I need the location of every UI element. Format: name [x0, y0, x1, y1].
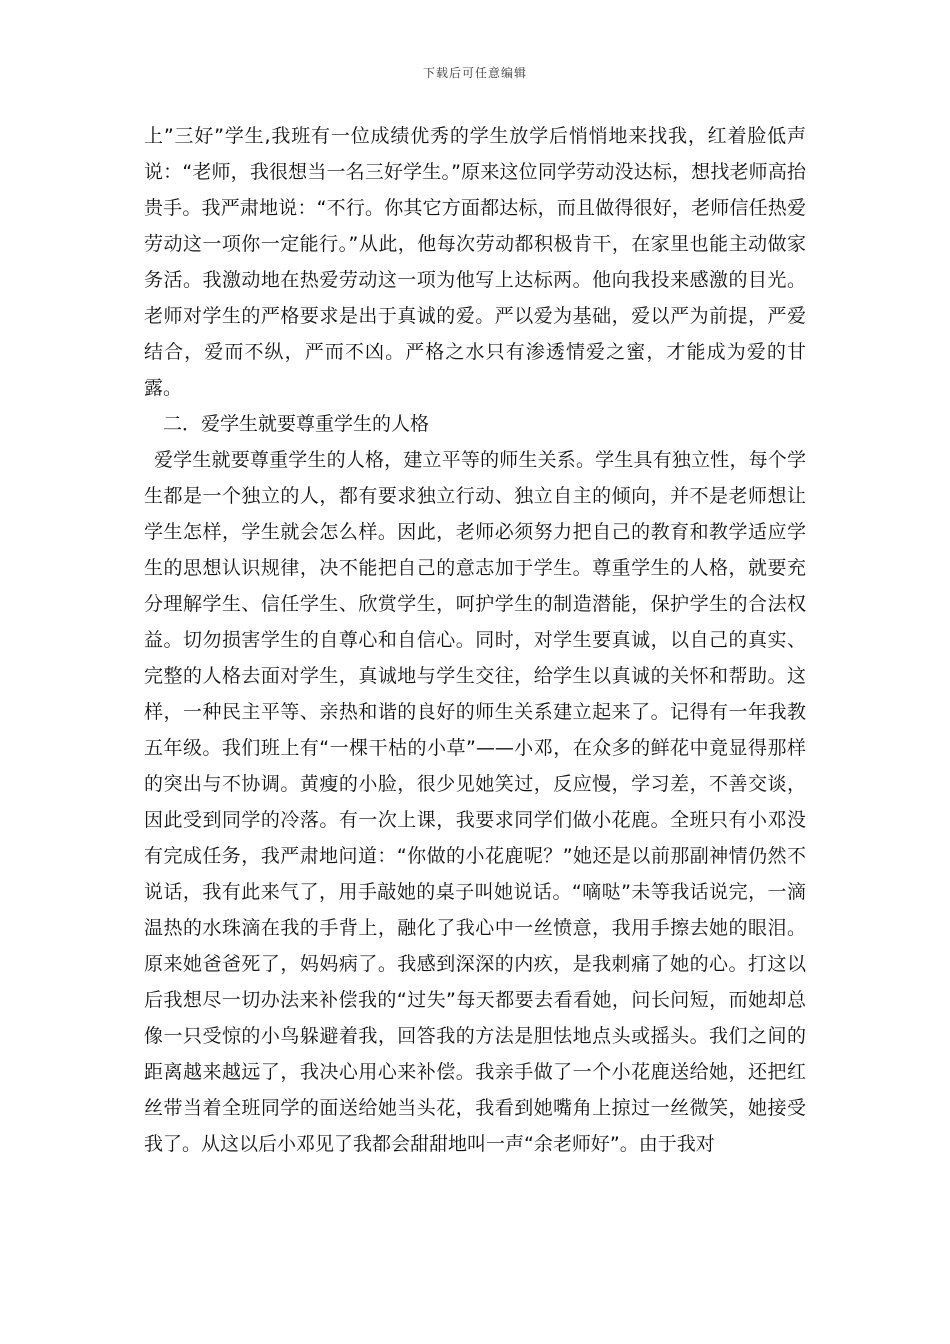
- document-body: [144, 118, 806, 1162]
- page-header: 下载后可任意编辑: [422, 66, 527, 80]
- paragraph-intro: 上”三好”学生,我班有一位成绩优秀的学生放学后悄悄地来找我，红着脸低声说：“老师，我很想当一名三好学生。”原来这位同学劳动没达标，想找老师高抬贵手。我严肃地说：“不行。你其它方面都达标，而且做得很好，老师信任热爱劳动这一项你一定能行。”从此，他每次劳动都积极肯干，在家里也能主动做家务活。我激动地在热爱劳动这一项为他写上达标两。他向我投来感激的目光。老师对学生的严格要求是出于真诚的爱。严以爱为基础，爱以严为前提，严爱结合，爱而不纵，严而不凶。严格之水只有渗透情爱之蜜，才能成为爱的甘露。: [144, 125, 806, 399]
- paragraph-main: 爱学生就要尊重学生的人格，建立平等的师生关系。学生具有独立性，每个学生都是一个独立的人，都有要求独立行动、独立自主的倾向，并不是老师想让学生怎样，学生就会怎么样。因此，老师必须努力把自己的教育和教学适应学生的思想认识规律，决不能把自己的意志加于学生。尊重学生的人格，就要充分理解学生、信任学生、欣赏学生，呵护学生的制造潜能，保护学生的合法权益。切勿损害学生的自尊心和自信心。同时，对学生要真诚，以自己的真实、完整的人格去面对学生，真诚地与学生交往，给学生以真诚的关怀和帮助。这样，一种民主平等、亲热和谐的良好的师生关系建立起来了。记得有一年我教五年级。我们班上有“一棵干枯的小草”——小邓，在众多的鲜花中竟显得那样的突出与不协调。黄瘦的小脸，很少见她笑过，反应慢，学习差，不善交谈，因此受到同学的冷落。有一次上课，我要求同学们做小花鹿。全班只有小邓没有完成任务，我严肃地问道：“你做的小花鹿呢？”她还是以前那副神情仍然不说话，我有此来气了，用手敲她的桌子叫她说话。“嘀哒”未等我话说完，一滴温热的水珠滴在我的手背上，融化了我心中一丝愤意，我用手擦去她的眼泪。原来她爸爸死了，妈妈病了。我感到深深的内疚，是我刺痛了她的心。打这以后我想尽一切办法来补偿我的“过失”每天都要去看看她，问长问短，而她却总像一只受惊的小鸟躲避着我，回答我的方法是胆怯地点头或摇头。我们之间的距离越来越远了，我决心用心来补偿。我亲手做了一个小花鹿送给她，还把红丝带当着全班同学的面送给她当头花，我看到她嘴角上掠过一丝微笑，她接受我了。从这以后小邓见了我都会甜甜地叫一声“余老师好”。由于我对: [144, 449, 806, 1155]
- section-heading: 二．爱学生就要尊重学生的人格: [163, 413, 430, 435]
